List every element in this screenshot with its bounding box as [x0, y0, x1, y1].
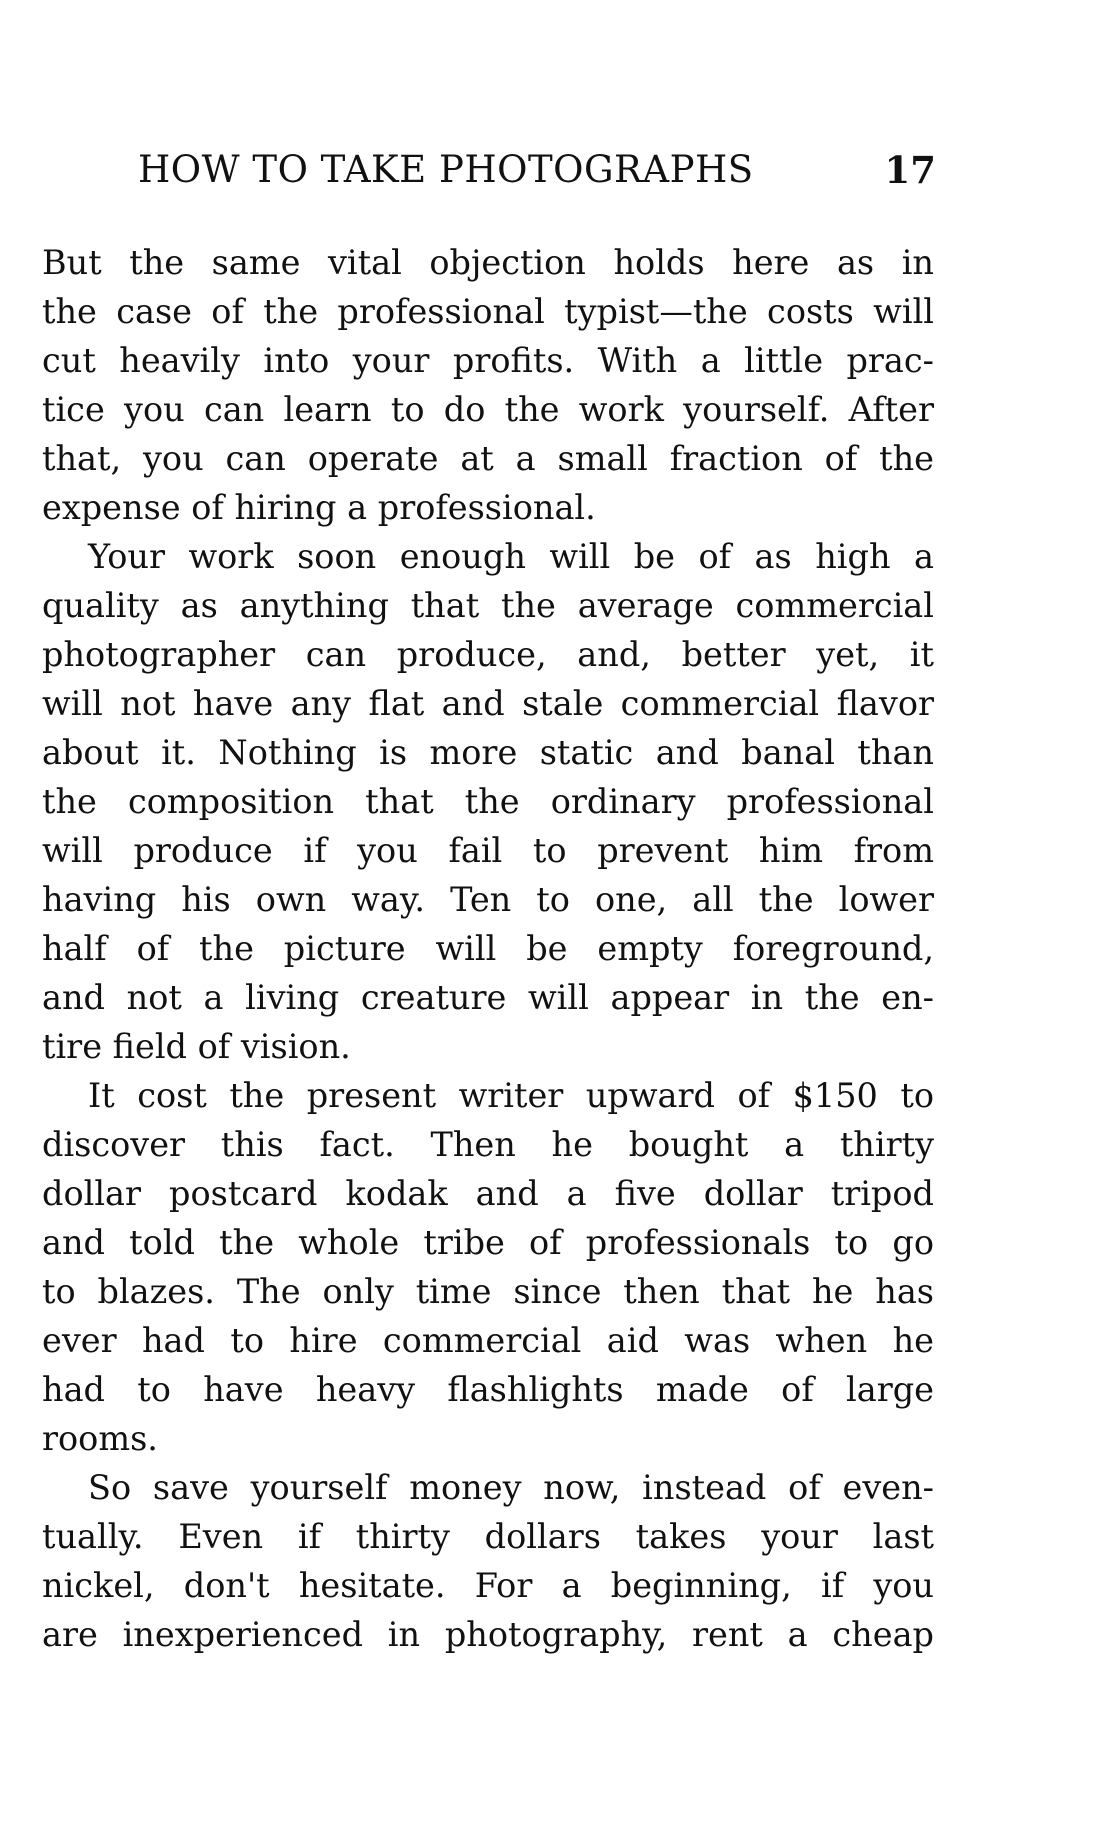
paragraph-3-line: to blazes. The only time since then that he has: [42, 1272, 934, 1311]
paragraph-1-line: But the same vital objection holds here as in: [42, 243, 934, 282]
paragraph-3-line: dollar postcard kodak and a five dollar tripod: [42, 1174, 934, 1213]
paragraph-4-line: So save yourself money now, instead of even-: [88, 1468, 934, 1507]
paragraph-2-line: the composition that the ordinary professional: [42, 782, 934, 821]
paragraph-3-line: It cost the present writer upward of $150 to: [88, 1076, 934, 1115]
paragraph-3-line: and told the whole tribe of professionals to go: [42, 1223, 934, 1262]
paragraph-1-line: expense of hiring a professional.: [42, 488, 596, 527]
paragraph-2-line: tire field of vision.: [42, 1027, 351, 1066]
paragraph-2-line: Your work soon enough will be of as high a: [88, 537, 934, 576]
body-text: [42, 238, 934, 1659]
paragraph-4-line: nickel, don't hesitate. For a beginning, if you: [42, 1566, 934, 1605]
paragraph-1-line: that, you can operate at a small fraction of the: [42, 439, 934, 478]
page-number: 17: [884, 148, 936, 192]
paragraph-2-line: quality as anything that the average commercial: [42, 586, 934, 625]
paragraph-1-line: the case of the professional typist—the costs will: [42, 292, 934, 331]
paragraph-2-line: about it. Nothing is more static and banal than: [42, 733, 934, 772]
paragraph-2-line: half of the picture will be empty foreground,: [42, 929, 934, 968]
paragraph-4-line: are inexperienced in photography, rent a cheap: [42, 1615, 934, 1654]
paragraph-2-line: will produce if you fail to prevent him from: [42, 831, 934, 870]
paragraph-2-line: having his own way. Ten to one, all the lower: [42, 880, 934, 919]
running-head: [138, 148, 936, 198]
paragraph-3-line: rooms.: [42, 1419, 158, 1458]
paragraph-3-line: had to have heavy flashlights made of large: [42, 1370, 934, 1409]
paragraph-4-line: tually. Even if thirty dollars takes your last: [42, 1517, 934, 1556]
paragraph-2-line: photographer can produce, and, better yet, it: [42, 635, 934, 674]
running-title: HOW TO TAKE PHOTOGRAPHS: [138, 148, 754, 191]
paragraph-2-line: and not a living creature will appear in the en-: [42, 978, 934, 1017]
paragraph-3-line: ever had to hire commercial aid was when he: [42, 1321, 934, 1360]
paragraph-2-line: will not have any flat and stale commercial flavor: [42, 684, 934, 723]
paragraph-1-line: tice you can learn to do the work yourself. After: [42, 390, 934, 429]
paragraph-1-line: cut heavily into your profits. With a little prac-: [42, 341, 934, 380]
paragraph-3-line: discover this fact. Then he bought a thirty: [42, 1125, 934, 1164]
